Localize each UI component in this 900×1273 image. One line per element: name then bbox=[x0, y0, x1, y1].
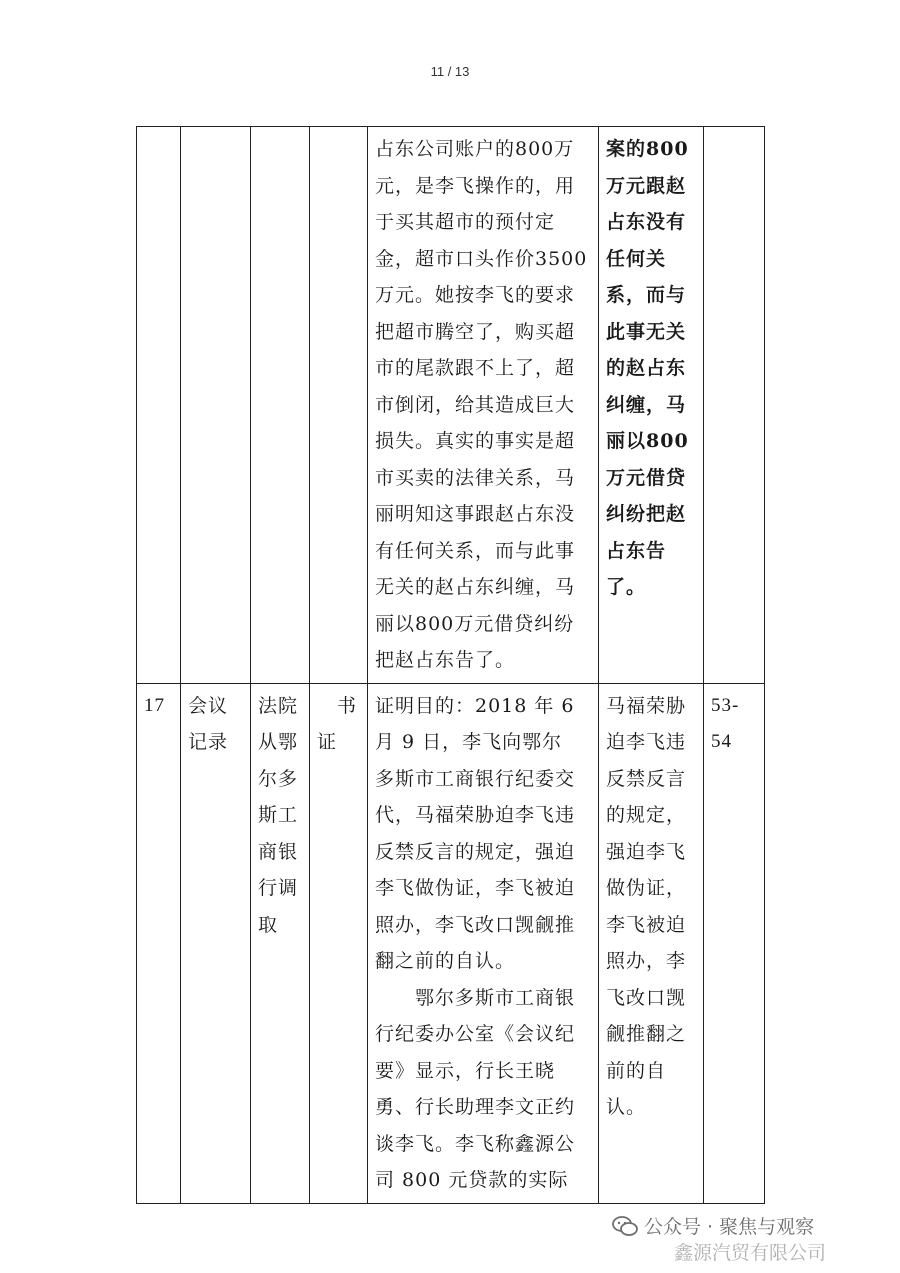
text-line: 占东公司账户的800万 bbox=[375, 138, 575, 160]
text-line: 占东告 bbox=[606, 539, 667, 562]
text-line: 行调 bbox=[258, 877, 299, 899]
seq-cell: 17 bbox=[137, 683, 181, 1203]
text-line: 认。 bbox=[606, 1096, 647, 1118]
text-line: 系，而与 bbox=[606, 284, 687, 306]
text-line: 鄂尔多斯市工商银 bbox=[375, 986, 576, 1009]
text-line: 前的自 bbox=[606, 1059, 667, 1082]
text-line: 元，是李飞操作的，用 bbox=[375, 174, 576, 197]
text-line: 的赵占东 bbox=[606, 357, 687, 379]
evidence-table bbox=[136, 126, 765, 1204]
text-line: 书 bbox=[317, 694, 358, 717]
text-line: 案的800 bbox=[606, 138, 689, 160]
text-line: 取 bbox=[258, 913, 279, 936]
text-line: 商银 bbox=[258, 840, 299, 863]
text-line: 纠缠，马 bbox=[606, 393, 687, 416]
watermark-account: 公众号 · 聚焦与观察 bbox=[644, 1216, 815, 1238]
text-line: 月 9 日，李飞向鄂尔 bbox=[375, 731, 563, 753]
purpose-cell bbox=[368, 127, 599, 684]
text-line: 把赵占东告了。 bbox=[375, 649, 516, 671]
text-line: 万元跟赵 bbox=[606, 174, 687, 197]
text-line: 飞改口觊 bbox=[606, 986, 687, 1009]
text-line: 证 bbox=[317, 731, 338, 753]
text-line: 市倒闭，给其造成巨大 bbox=[375, 393, 576, 416]
text-line: 任何关 bbox=[606, 247, 667, 270]
text-line: 万元。她按李飞的要求 bbox=[375, 284, 576, 306]
text-line: 损失。真实的事实是超 bbox=[375, 430, 576, 452]
text-line: 无关的赵占东纠缠，马 bbox=[375, 576, 576, 598]
source-cell bbox=[251, 683, 310, 1203]
text-line: 勇、行长助理李文正约 bbox=[375, 1096, 576, 1118]
text-line: 市买卖的法律关系，马 bbox=[375, 466, 576, 489]
text-line: 行纪委办公室《会议纪 bbox=[375, 1023, 576, 1045]
text-line: 翻之前的自认。 bbox=[375, 950, 516, 972]
text-line: 54 bbox=[711, 731, 732, 752]
text-line: 丽明知这事跟赵占东没 bbox=[375, 503, 576, 525]
pages-cell bbox=[704, 683, 765, 1203]
text-line: 占东没有 bbox=[606, 211, 687, 233]
name-cell bbox=[181, 127, 251, 684]
seq-cell bbox=[137, 127, 181, 684]
text-line: 纠纷把赵 bbox=[606, 503, 687, 525]
text-line: 此事无关 bbox=[606, 320, 687, 343]
text-line: 李飞被迫 bbox=[606, 913, 687, 936]
text-line: 做伪证， bbox=[606, 877, 687, 899]
text-line: 记录 bbox=[188, 731, 229, 753]
table-row bbox=[137, 683, 765, 1203]
text-line: 的规定， bbox=[606, 804, 687, 826]
text-line: 金，超市口头作价3500 bbox=[375, 247, 588, 270]
source-cell bbox=[251, 127, 310, 684]
type-cell bbox=[310, 683, 368, 1203]
text-line: 照办，李飞改口觊觎推 bbox=[375, 913, 576, 936]
text-line: 马福荣胁 bbox=[606, 694, 687, 717]
text-line: 司 800 元贷款的实际 bbox=[375, 1169, 569, 1191]
table-row bbox=[137, 127, 765, 684]
text-line: 从鄂 bbox=[258, 731, 299, 753]
text-line: 法院 bbox=[258, 694, 299, 717]
watermark bbox=[612, 1214, 826, 1266]
text-line: 谈李飞。李飞称鑫源公 bbox=[375, 1132, 576, 1155]
opinion-cell bbox=[599, 683, 704, 1203]
text-line: 市的尾款跟不上了，超 bbox=[375, 357, 576, 379]
text-line: 反禁反言 bbox=[606, 767, 687, 790]
watermark-company: 鑫源汽贸有限公司 bbox=[674, 1242, 827, 1264]
text-line: 万元借贷 bbox=[606, 466, 687, 489]
purpose-cell bbox=[368, 683, 599, 1203]
wechat-icon bbox=[612, 1216, 638, 1236]
text-line: 会议 bbox=[188, 694, 229, 717]
text-line: 53- bbox=[711, 694, 740, 716]
name-cell bbox=[181, 683, 251, 1203]
text-line: 尔多 bbox=[258, 767, 299, 790]
text-line: 丽以800 bbox=[606, 430, 689, 452]
text-line: 李飞做伪证，李飞被迫 bbox=[375, 877, 576, 899]
page-number: 11 / 13 bbox=[430, 64, 470, 79]
text-line: 觎推翻之 bbox=[606, 1023, 687, 1045]
text-line: 强迫李飞 bbox=[606, 840, 687, 863]
text-line: 反禁反言的规定，强迫 bbox=[375, 840, 576, 863]
text-line: 要》显示，行长王晓 bbox=[375, 1059, 556, 1082]
pages-cell bbox=[704, 127, 765, 684]
text-line: 代，马福荣胁迫李飞违 bbox=[375, 804, 576, 826]
text-line: 证明目的：2018 年 6 bbox=[375, 694, 575, 717]
text-line: 把超市腾空了，购买超 bbox=[375, 320, 576, 343]
text-line: 于买其超市的预付定 bbox=[375, 211, 556, 233]
text-line: 照办，李 bbox=[606, 950, 687, 972]
opinion-cell bbox=[599, 127, 704, 684]
text-line: 迫李飞违 bbox=[606, 731, 687, 753]
text-line: 斯工 bbox=[258, 804, 299, 826]
text-line: 有任何关系，而与此事 bbox=[375, 539, 576, 562]
text-line: 丽以800万元借贷纠纷 bbox=[375, 612, 575, 635]
text-line: 了。 bbox=[606, 576, 647, 598]
text-line: 多斯市工商银行纪委交 bbox=[375, 767, 576, 790]
type-cell bbox=[310, 127, 368, 684]
